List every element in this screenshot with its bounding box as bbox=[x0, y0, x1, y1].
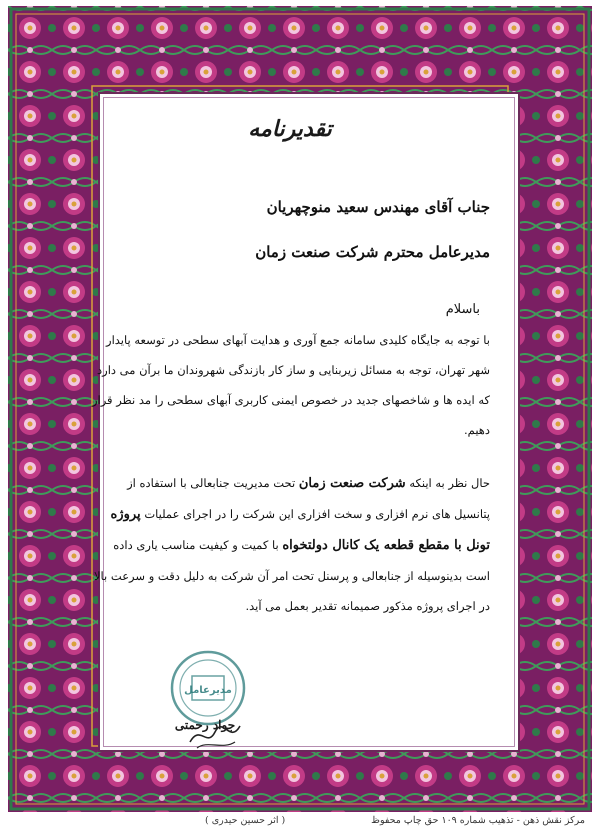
signature-icon bbox=[185, 714, 245, 754]
paragraph-2 bbox=[90, 468, 490, 621]
addressee-position: مدیرعامل محترم شرکت صنعت زمان bbox=[255, 243, 490, 261]
certificate-title: تقدیرنامه bbox=[248, 116, 332, 142]
signer-name: جواد رحمتی bbox=[174, 718, 236, 732]
paragraph-2-part-3: با کمیت و کیفیت مناسب یاری داده است بدینوسیله از جنابعالی و پرسنل تحت امر آن شرکت به دلیل دقت و سرعت بالا در اجرای پروژه مذکور صمیمانه تقدیر بعمل می آید. bbox=[93, 538, 490, 613]
addressee-name: جناب آقای مهندس سعید منوچهریان bbox=[266, 198, 490, 216]
paragraph-1: با توجه به جایگاه کلیدی سامانه جمع آوری و هدایت آبهای سطحی در توسعه پایدار شهر تهران، توجه به مسائل زیربنایی و ساز کار بازندگی شهروندان ما برآن می دارد که ایده ها و شاخصهای جدید در خصوص ایمنی کاربری آبهای سطحی را مد نظر قرار دهیم. bbox=[91, 333, 490, 437]
paragraph-2-part-2: تحت مدیریت جنابعالی با استفاده از پتانسیل های نرم افزاری و سخت افزاری این شرکت را در اجرای عملیات bbox=[127, 476, 490, 521]
project-name: پروژه تونل با مقطع قطعه یک کانال دولتخواه bbox=[110, 507, 490, 553]
paragraph-2-part-1: حال نظر به اینکه bbox=[409, 476, 490, 490]
company-name: شرکت صنعت زمان bbox=[298, 476, 406, 491]
greeting: باسلام bbox=[445, 302, 480, 317]
copyright-note: مرکز نقش ذهن - تذهیب شماره ۱۰۹ حق چاپ محفوظ bbox=[371, 815, 585, 826]
artist-credit: ( اثر حسین حیدری ) bbox=[205, 815, 286, 826]
stamp-title: مدیرعامل bbox=[184, 685, 232, 696]
